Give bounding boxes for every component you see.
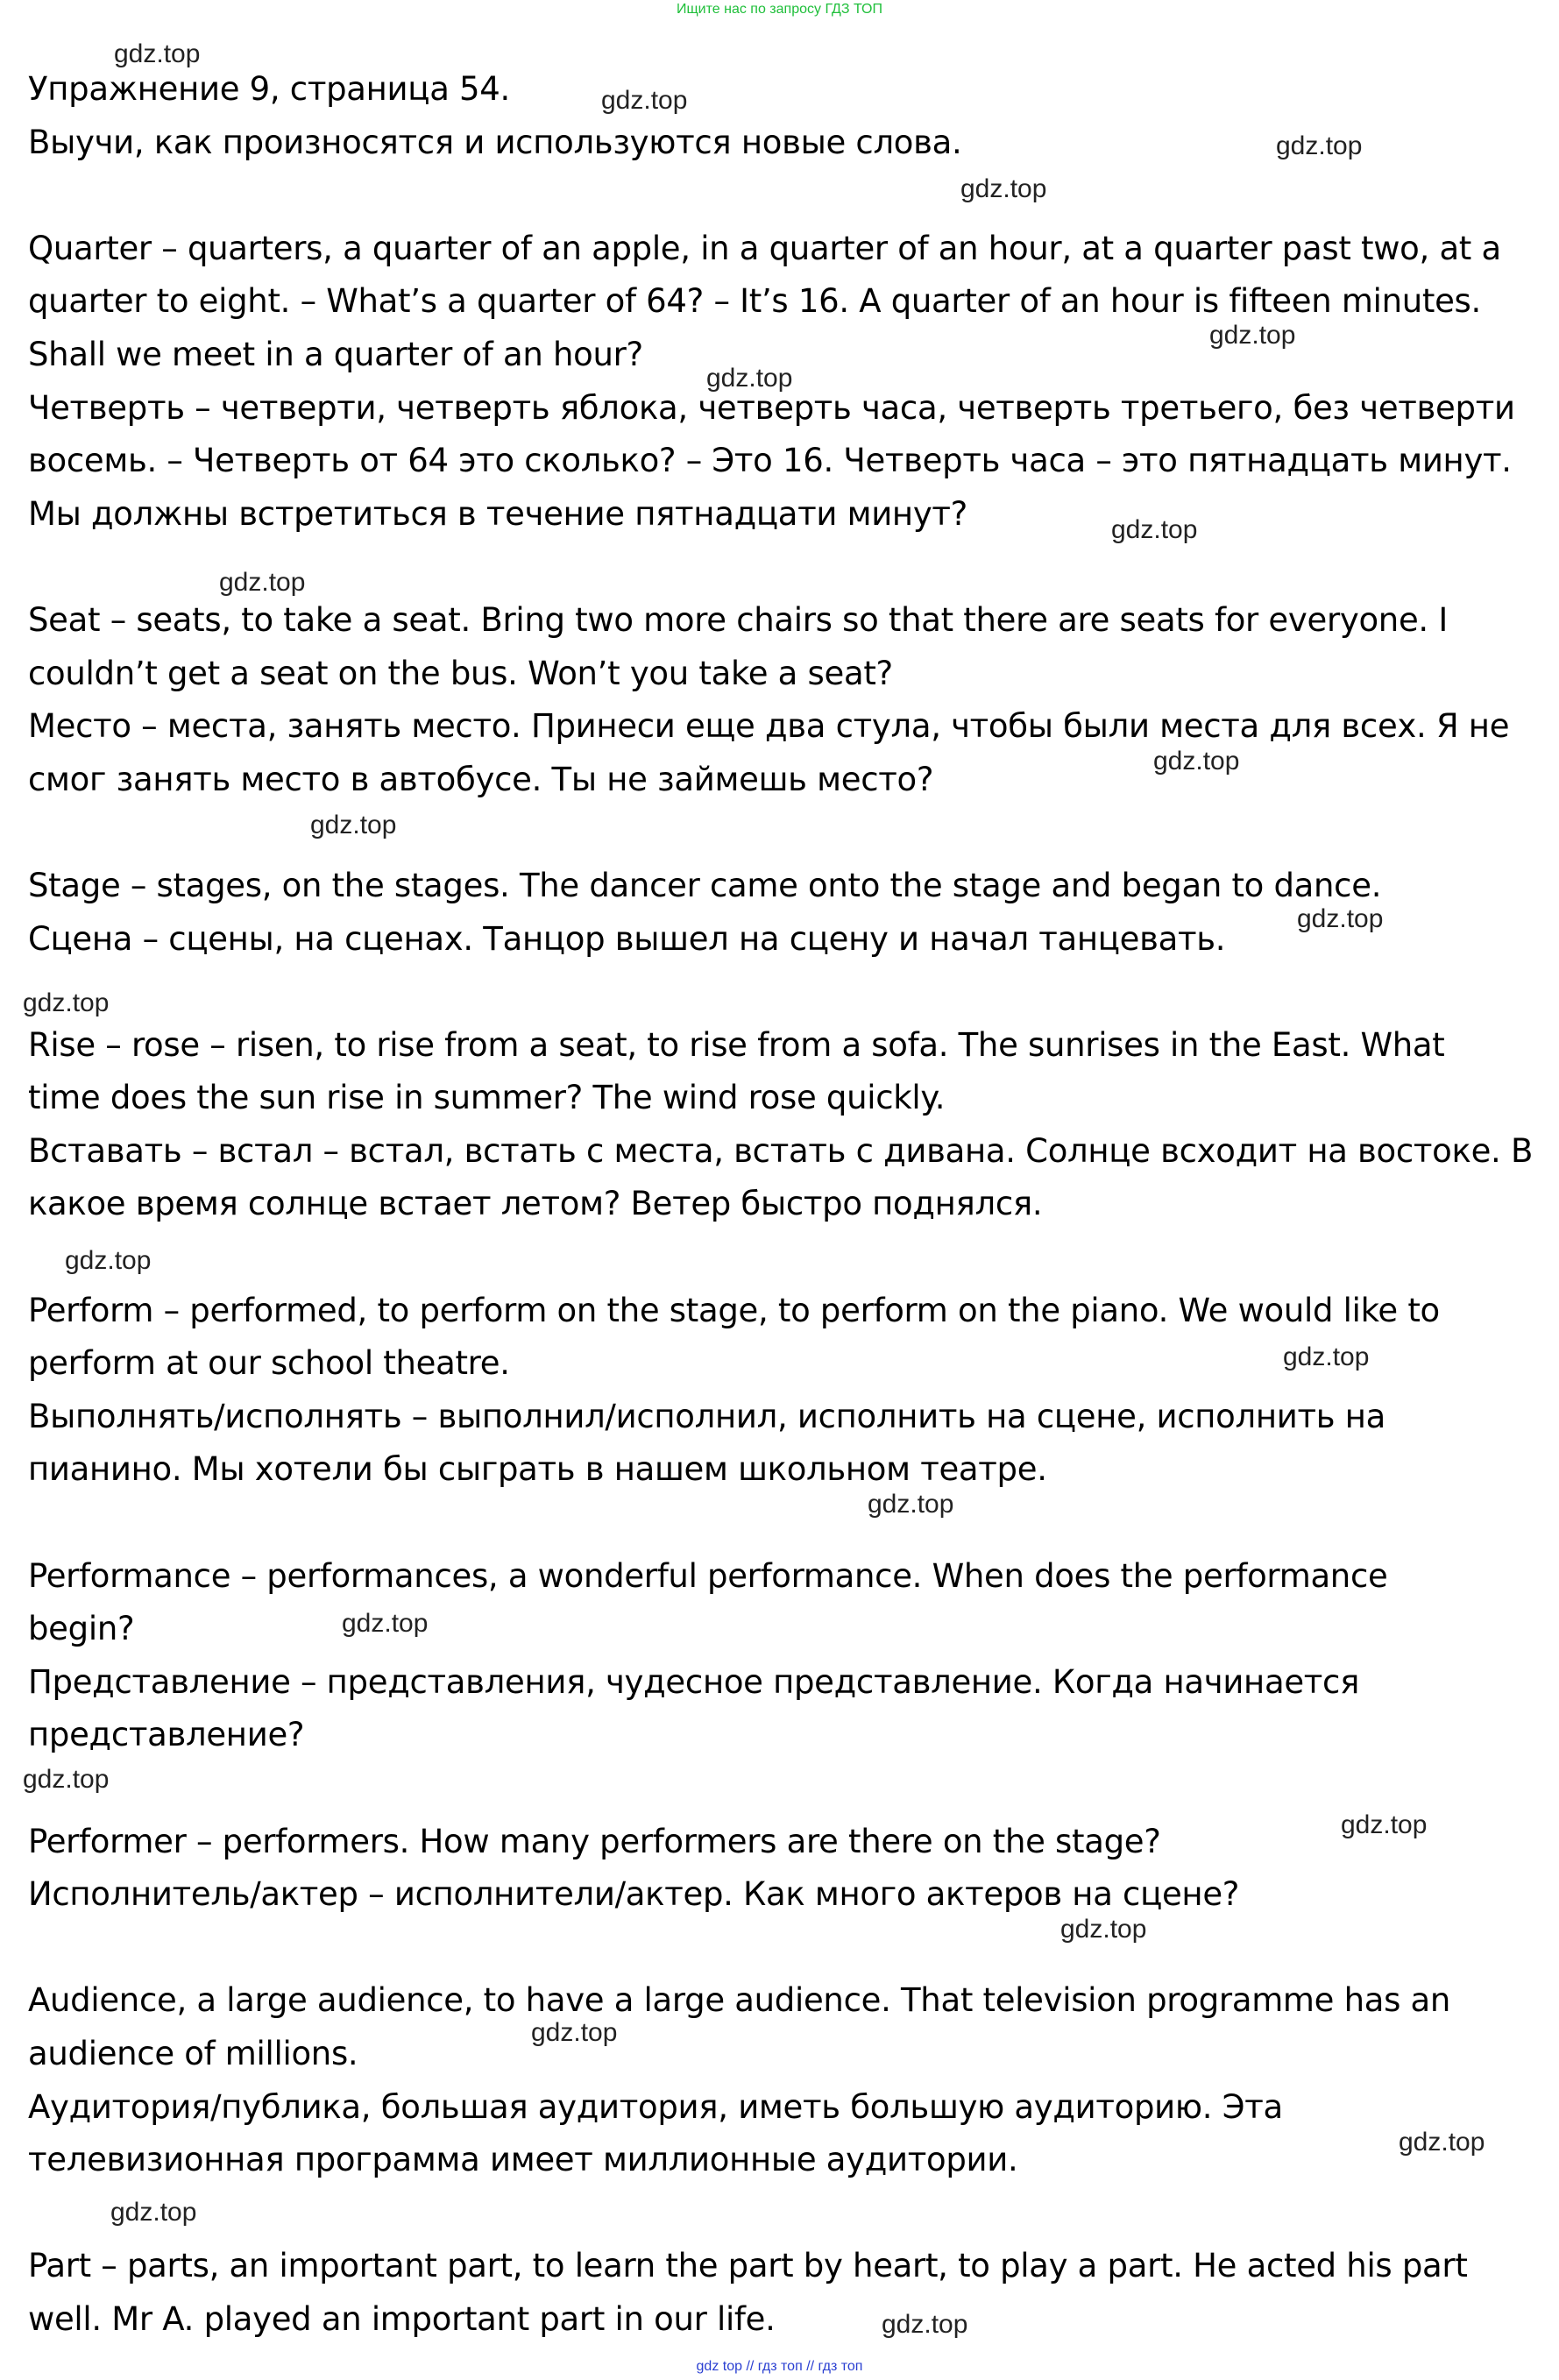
entry-line: Part – parts, an important part, to learn the part by heart, to play a part. He acted his part	[28, 2247, 1468, 2285]
entry-rise	[28, 1019, 1535, 1231]
entry-performer	[28, 1816, 1535, 1922]
watermark: gdz.top	[531, 2018, 618, 2047]
watermark: gdz.top	[65, 1246, 152, 1275]
watermark: gdz.top	[882, 2310, 968, 2339]
watermark: gdz.top	[1341, 1810, 1428, 1839]
entry-audience	[28, 1974, 1535, 2186]
entry-line: perform at our school theatre.	[28, 1344, 510, 1383]
entry-line: какое время солнце встает летом? Ветер быстро поднялся.	[28, 1185, 1043, 1223]
entry-line: Audience, a large audience, to have a large audience. That television programme has an	[28, 1981, 1451, 2020]
watermark: gdz.top	[310, 811, 397, 839]
watermark: gdz.top	[1297, 904, 1384, 933]
exercise-content	[28, 63, 1535, 2347]
watermark: gdz.top	[110, 2198, 197, 2227]
watermark: gdz.top	[23, 988, 110, 1017]
entry-line: well. Mr A. played an important part in our life.	[28, 2299, 776, 2338]
entry-line: Stage – stages, on the stages. The dancer came onto the stage and began to dance.	[28, 866, 1382, 904]
entry-line: time does the sun rise in summer? The wind rose quickly.	[28, 1079, 946, 1117]
watermark: gdz.top	[868, 1490, 954, 1519]
entry-line: Представление – представления, чудесное представление. Когда начинается	[28, 1662, 1360, 1701]
entry-line: пианино. Мы хотели бы сыграть в нашем школьном театре.	[28, 1450, 1047, 1489]
exercise-instruction: Выучи, как произносятся и используются новые слова.	[28, 123, 962, 161]
entry-line: Seat – seats, to take a seat. Bring two more chairs so that there are seats for everyone. I	[28, 600, 1448, 639]
entry-line: audience of millions.	[28, 2034, 358, 2072]
entry-performance	[28, 1550, 1535, 1762]
entry-line: couldn’t get a seat on the bus. Won’t you take a seat?	[28, 654, 893, 692]
entry-line: Performance – performances, a wonderful performance. When does the performance	[28, 1556, 1388, 1595]
entry-line: quarter to eight. – What’s a quarter of 64? – It’s 16. A quarter of an hour is fifteen minutes.	[28, 282, 1481, 321]
watermark: gdz.top	[601, 86, 688, 115]
watermark: gdz.top	[1153, 747, 1240, 776]
watermark: gdz.top	[23, 1765, 110, 1794]
watermark: gdz.top	[1209, 321, 1296, 350]
entry-part	[28, 2240, 1535, 2346]
watermark: gdz.top	[219, 568, 306, 597]
entry-line: Shall we meet in a quarter of an hour?	[28, 335, 643, 373]
entry-line: Место – места, занять место. Принеси еще два стула, чтобы были места для всех. Я не	[28, 707, 1510, 746]
watermark: gdz.top	[1283, 1342, 1370, 1371]
entry-line: Сцена – сцены, на сценах. Танцор вышел на сцену и начал танцевать.	[28, 919, 1226, 958]
watermark: gdz.top	[342, 1609, 429, 1638]
top-banner: Ищите нас по запросу ГДЗ ТОП	[677, 2, 882, 17]
entry-line: представление?	[28, 1716, 305, 1754]
entry-line: Performer – performers. How many performers are there on the stage?	[28, 1822, 1161, 1860]
entry-line: Аудитория/публика, большая аудитория, иметь большую аудиторию. Эта	[28, 2087, 1283, 2126]
entry-line: Мы должны встретиться в течение пятнадцати минут?	[28, 494, 968, 533]
watermark: gdz.top	[1276, 131, 1363, 160]
entry-line: телевизионная программа имеет миллионные аудитории.	[28, 2141, 1018, 2179]
entry-line: смог занять место в автобусе. Ты не займешь место?	[28, 760, 934, 798]
entry-line: Вставать – встал – встал, встать с места, встать с дивана. Солнце всходит на востоке. В	[28, 1131, 1534, 1170]
watermark: gdz.top	[1111, 515, 1198, 544]
entry-line: begin?	[28, 1610, 135, 1648]
watermark: gdz.top	[114, 39, 201, 68]
entry-line: Rise – rose – risen, to rise from a seat, to rise from a sofa. The sunrises in the East. What	[28, 1025, 1445, 1064]
entry-line: Исполнитель/актер – исполнители/актер. Как много актеров на сцене?	[28, 1875, 1240, 1914]
entry-line: Quarter – quarters, a quarter of an apple, in a quarter of an hour, at a quarter past two, at a	[28, 229, 1501, 267]
entry-line: Четверть – четверти, четверть яблока, четверть часа, четверть третьего, без четверти	[28, 388, 1515, 427]
entry-perform	[28, 1285, 1535, 1497]
watermark: gdz.top	[1399, 2128, 1485, 2157]
entry-line: восемь. – Четверть от 64 это сколько? – Это 16. Четверть часа – это пятнадцать минут.	[28, 442, 1512, 480]
watermark: gdz.top	[1060, 1915, 1147, 1944]
footer-links: gdz top // гдз топ // гдз топ	[696, 2359, 863, 2374]
watermark: gdz.top	[960, 174, 1047, 203]
entry-seat	[28, 594, 1535, 806]
entry-line: Выполнять/исполнять – выполнил/исполнил, исполнить на сцене, исполнить на	[28, 1397, 1385, 1435]
exercise-title: Упражнение 9, страница 54.	[28, 70, 510, 108]
entry-line: Perform – performed, to perform on the stage, to perform on the piano. We would like to	[28, 1291, 1440, 1329]
watermark: gdz.top	[706, 364, 793, 393]
